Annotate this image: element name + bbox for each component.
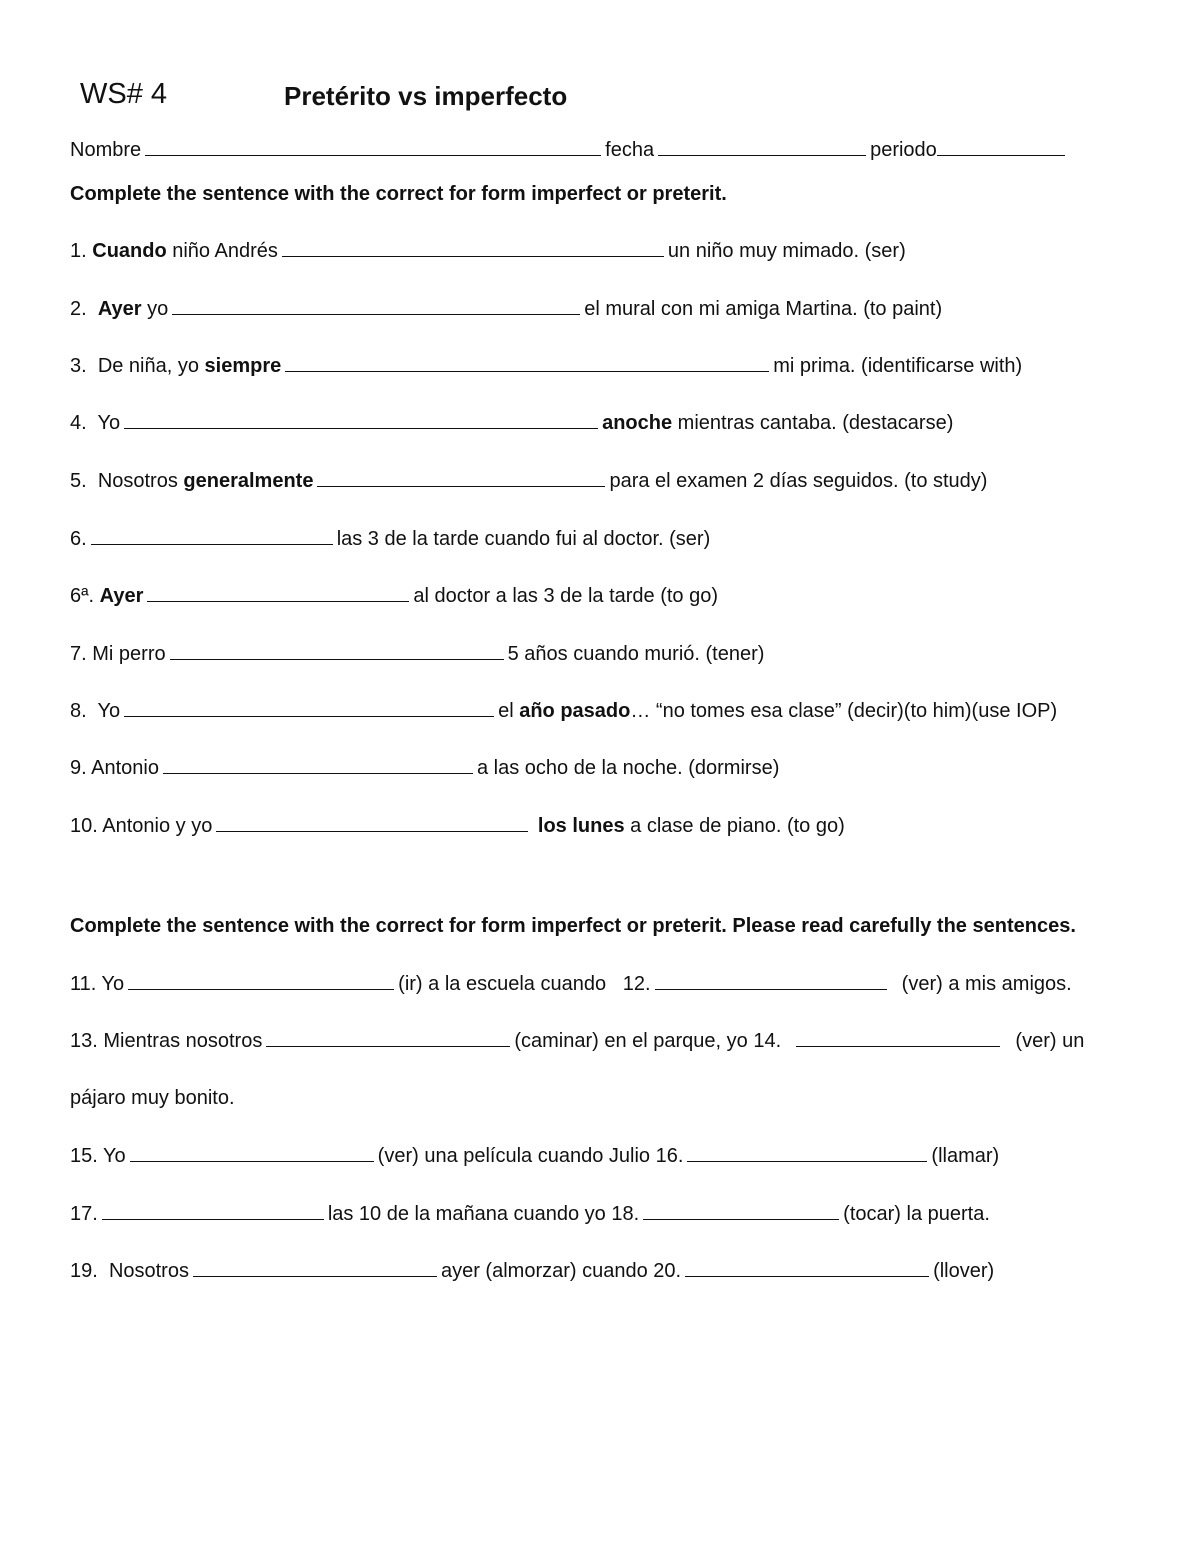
bold-word: año pasado <box>519 700 631 722</box>
question-text: Yo <box>103 1145 126 1167</box>
question-9 <box>70 754 779 782</box>
answer-blank-6[interactable] <box>91 525 333 545</box>
bold-word: siempre <box>204 355 282 377</box>
section1-instruction: Complete the sentence with the correct for form imperfect or preterit. <box>70 183 727 205</box>
question-text: niño Andrés <box>166 240 278 262</box>
answer-blank-20[interactable] <box>685 1257 929 1277</box>
question-text: Yo <box>97 700 121 722</box>
question-text: (ver) a mis amigos. <box>901 973 1072 995</box>
question-text: un niño muy mimado. (ser) <box>667 240 906 262</box>
answer-blank-12[interactable] <box>655 970 887 990</box>
worksheet-title: Pretérito vs imperfecto <box>284 81 568 111</box>
question-number: 5. <box>70 470 87 492</box>
fecha-label: fecha <box>605 139 655 161</box>
question-number: 10. <box>70 815 98 837</box>
question-3 <box>70 352 1022 380</box>
question-text: (ir) a la escuela cuando <box>398 973 607 995</box>
question-number: 6ª. <box>70 585 95 607</box>
bold-word: Cuando <box>92 240 167 262</box>
question-text: Nosotros <box>97 470 184 492</box>
question-text: a las ocho de la noche. (dormirse) <box>476 757 780 779</box>
question-text: Yo <box>97 412 121 434</box>
question-text: (ver) una película cuando Julio 16. <box>377 1145 684 1167</box>
question-text: Mientras nosotros <box>103 1030 263 1052</box>
question-8 <box>70 697 1057 725</box>
answer-blank-9[interactable] <box>163 754 473 774</box>
answer-blank-4[interactable] <box>124 409 598 429</box>
periodo-field[interactable] <box>937 136 1065 156</box>
question-text: Antonio <box>91 757 159 779</box>
answer-blank-8[interactable] <box>124 697 494 717</box>
answer-blank-7[interactable] <box>170 640 504 660</box>
fecha-field[interactable] <box>658 136 866 156</box>
name-date-period-row <box>70 136 1069 164</box>
question-number: 3. <box>70 355 87 377</box>
question-number: 12. <box>622 973 651 995</box>
question-text: (ver) un <box>1015 1030 1085 1052</box>
question-text: las 10 de la mañana cuando yo 18. <box>327 1203 640 1225</box>
question-text: mientras cantaba. (destacarse) <box>672 412 954 434</box>
question-number: 11. <box>70 973 97 995</box>
question-text: el <box>498 700 520 722</box>
answer-blank-3[interactable] <box>285 352 769 372</box>
question-7 <box>70 640 764 668</box>
question-number: 13. <box>70 1030 98 1052</box>
question-text: al doctor a las 3 de la tarde (to go) <box>413 585 719 607</box>
question-number: 8. <box>70 700 87 722</box>
question-number: 15. <box>70 1145 98 1167</box>
answer-blank-2[interactable] <box>172 295 580 315</box>
bold-word: Ayer <box>97 298 142 320</box>
question-6 <box>70 525 710 553</box>
question-text: 5 años cuando murió. (tener) <box>507 643 765 665</box>
question-6a <box>70 582 718 610</box>
question-text: … “no tomes esa clase” (decir)(to him)(use IOP) <box>630 700 1058 722</box>
question-number: 17. <box>70 1203 98 1225</box>
answer-blank-16[interactable] <box>687 1142 927 1162</box>
question-text: (llamar) <box>931 1145 1000 1167</box>
question-number: 6. <box>70 528 87 550</box>
bold-word: los lunes <box>537 815 625 837</box>
question-text: Nosotros <box>108 1260 189 1282</box>
question-text: el mural con mi amiga Martina. (to paint) <box>584 298 943 320</box>
answer-blank-15[interactable] <box>130 1142 374 1162</box>
question-number: 1. <box>70 240 87 262</box>
question-10 <box>70 812 845 840</box>
answer-blank-1[interactable] <box>282 237 664 257</box>
question-11-12 <box>70 970 1072 998</box>
question-text: para el examen 2 días seguidos. (to study) <box>609 470 988 492</box>
bold-word: anoche <box>602 412 673 434</box>
answer-blank-18[interactable] <box>643 1200 839 1220</box>
answer-blank-6a[interactable] <box>147 582 409 602</box>
question-text: (caminar) en el parque, yo 14. <box>514 1030 782 1052</box>
question-15-16 <box>70 1142 999 1170</box>
question-4 <box>70 409 953 437</box>
question-text: De niña, yo <box>97 355 205 377</box>
answer-blank-13[interactable] <box>266 1027 510 1047</box>
question-number: 2. <box>70 298 87 320</box>
question-text: mi prima. (identificarse with) <box>773 355 1023 377</box>
question-number: 7. <box>70 643 87 665</box>
question-13-14 <box>70 1027 1084 1055</box>
question-1 <box>70 237 906 265</box>
question-text: las 3 de la tarde cuando fui al doctor. (ser) <box>336 528 711 550</box>
nombre-label: Nombre <box>70 139 142 161</box>
question-text: Mi perro <box>92 643 166 665</box>
question-19-20 <box>70 1257 994 1285</box>
answer-blank-11[interactable] <box>128 970 394 990</box>
question-text: a clase de piano. (to go) <box>624 815 845 837</box>
question-number: 19. <box>70 1260 98 1282</box>
answer-blank-10[interactable] <box>216 812 528 832</box>
question-text: (tocar) la puerta. <box>843 1203 990 1225</box>
question-2 <box>70 295 942 323</box>
worksheet-number: WS# 4 <box>80 78 168 110</box>
question-text: (llover) <box>933 1260 995 1282</box>
section2-instruction: Complete the sentence with the correct for form imperfect or preterit. Please read carefully the sentences. <box>70 915 1076 937</box>
answer-blank-14[interactable] <box>796 1027 1000 1047</box>
question-13-continued: pájaro muy bonito. <box>70 1087 235 1109</box>
question-5 <box>70 467 987 495</box>
question-text: yo <box>141 298 169 320</box>
answer-blank-5[interactable] <box>317 467 605 487</box>
question-17-18 <box>70 1200 990 1228</box>
answer-blank-17[interactable] <box>102 1200 324 1220</box>
nombre-field[interactable] <box>145 136 601 156</box>
question-text: ayer (almorzar) cuando 20. <box>440 1260 682 1282</box>
bold-word: Ayer <box>99 585 144 607</box>
question-text: Antonio y yo <box>102 815 213 837</box>
answer-blank-19[interactable] <box>193 1257 437 1277</box>
question-number: 9. <box>70 757 87 779</box>
question-number: 4. <box>70 412 87 434</box>
question-text: Yo <box>101 973 125 995</box>
bold-word: generalmente <box>183 470 314 492</box>
periodo-label: periodo <box>870 139 937 161</box>
